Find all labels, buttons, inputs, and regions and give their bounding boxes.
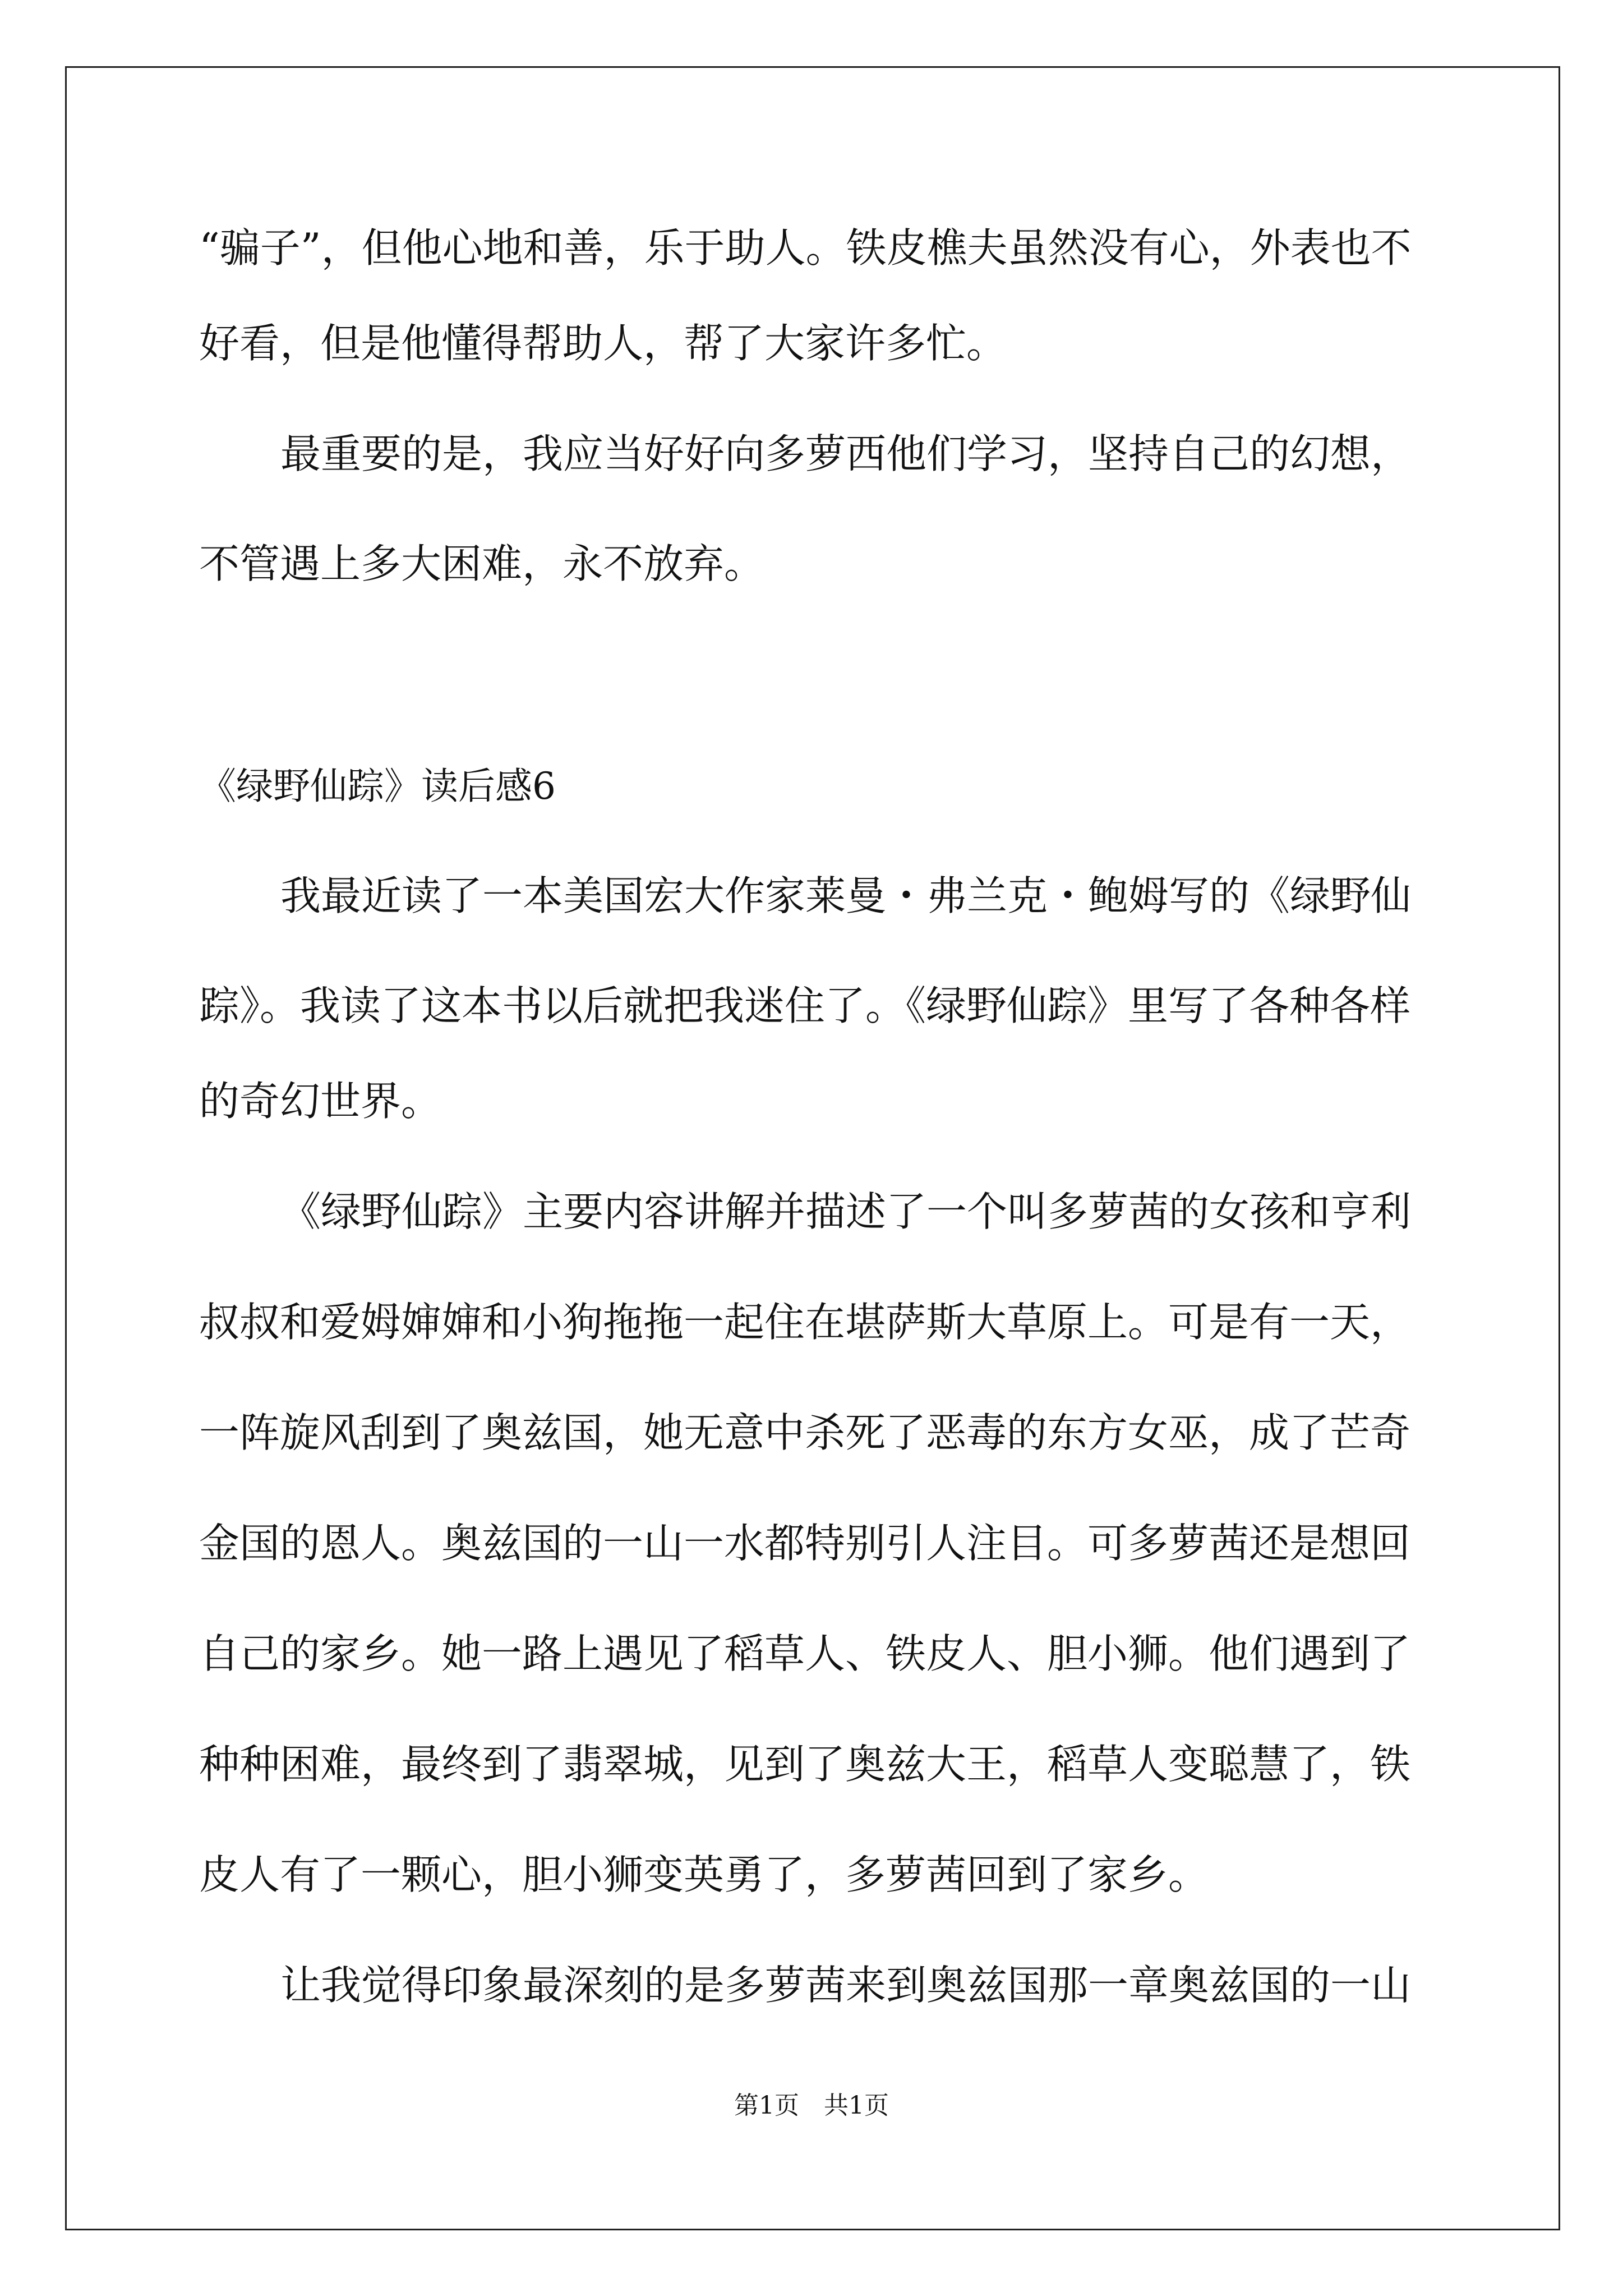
paragraph-line: 好看，但是他懂得帮助人，帮了大家许多忙。 [199,320,1007,367]
paragraph-line: 最重要的是，我应当好好向多萝西他们学习，坚持自己的幻想， [280,430,1412,477]
paragraph-line: 踪》。我读了这本书以后就把我迷住了。《绿野仙踪》里写了各种各样 [199,982,1411,1029]
page-footer: 第1页 共1页 [734,2091,889,2120]
paragraph-line: 让我觉得印象最深刻的是多萝茜来到奥兹国那一章奥兹国的一山 [280,1962,1412,2009]
paragraph-line: 皮人有了一颗心，胆小狮变英勇了，多萝茜回到了家乡。 [199,1851,1209,1898]
paragraph-line: 一阵旋风刮到了奥兹国，她无意中杀死了恶毒的东方女巫，成了芒奇 [199,1409,1411,1456]
section-heading: 《绿野仙踪》读后感6 [199,765,556,808]
paragraph-line: 种种困难，最终到了翡翠城，见到了奥兹大王，稻草人变聪慧了，铁 [199,1741,1411,1788]
paragraph-line: “骗子”，但他心地和善，乐于助人。铁皮樵夫虽然没有心，外表也不 [199,224,1412,272]
paragraph-line: 《绿野仙踪》主要内容讲解并描述了一个叫多萝茜的女孩和亨利 [280,1188,1412,1235]
paragraph-line: 自己的家乡。她一路上遇见了稻草人、铁皮人、胆小狮。他们遇到了 [199,1630,1411,1677]
paragraph-line: 的奇幻世界。 [199,1078,442,1125]
paragraph-line: 叔叔和爱姆婶婶和小狗拖拖一起住在堪萨斯大草原上。可是有一天， [199,1299,1411,1346]
paragraph-line: 不管遇上多大困难，永不放弃。 [199,540,765,587]
paragraph-line: 金国的恩人。奥兹国的一山一水都特别引人注目。可多萝茜还是想回 [199,1520,1411,1567]
paragraph-line: 我最近读了一本美国宏大作家莱曼・弗兰克・鲍姆写的《绿野仙 [280,872,1412,919]
page-border [65,66,1560,2230]
